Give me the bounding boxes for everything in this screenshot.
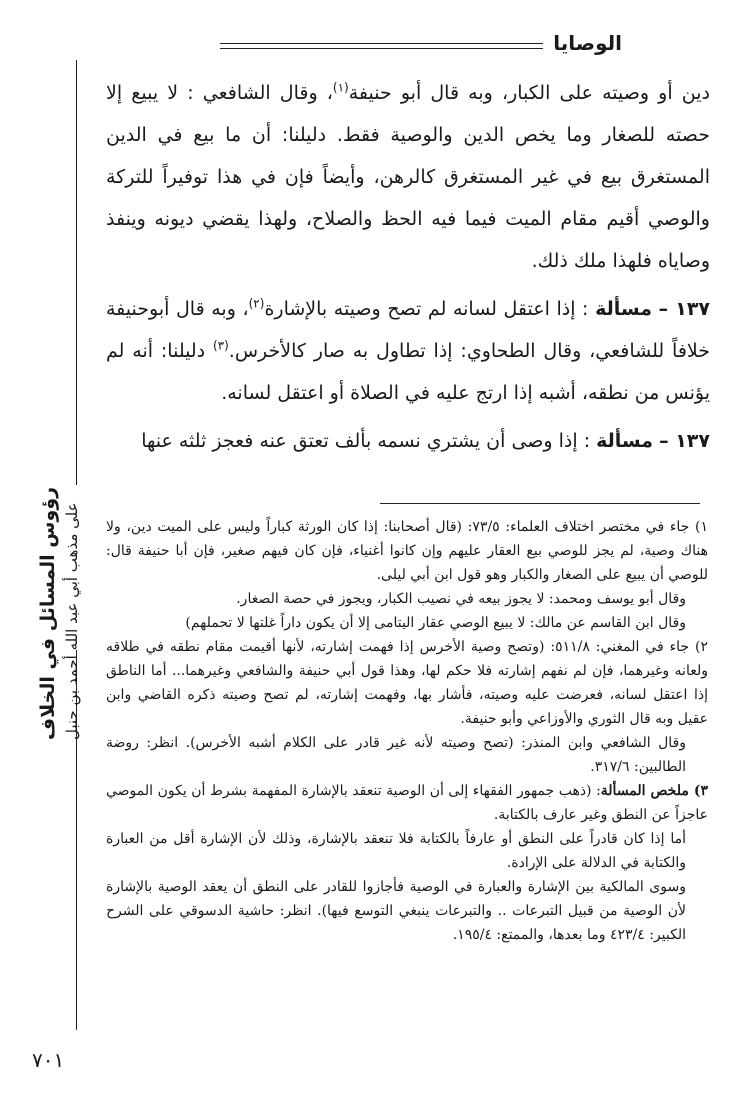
side-running-title (33, 440, 93, 740)
footnote-2: ٢) جاء في المغني: ٥١١/٨: (وتصح وصية الأخرس إذا فهمت إشارته، لأنها أقيمت مقام نطقه في طلاقه ولعانه وغيرهما، فإن لم نفهم إشارته فلا حكم لها، وهذا قول أبي حنيفة والشافعي وغيرهما... أما الناطق إذا اعتقل لسانه، فعرضت عليه وصيته، فأشار بها، وفهمت إشارته، لم تصح وصيته ذكره القاضي وابن عقيل وبه قال الثوري والأوزاعي وأبو حنيفة. (106, 639, 708, 727)
running-header (220, 30, 622, 56)
footnote-marker: (٢) (248, 296, 265, 311)
footnote-1: ١) جاء في مختصر اختلاف العلماء: ٧٣/٥: (قال أصحابنا: إذا كان الورثة كباراً وليس على الميت دين، ولا هناك وصية، لم يجز للوصي بيع العقار عليهم وإن كانوا أغنياء، فإن كان فيهم صغير، فإن أبا حنيفة قال: للوصي أن يبيع على الصغار والكبار وهو قول ابن أبي ليلى. (106, 519, 708, 583)
footnote-separator (380, 503, 700, 504)
footnote-1-continuation: وقال أبو يوسف ومحمد: لا يجوز بيعه في نصيب الكبار، ويجوز في حصة الصغار. (236, 591, 686, 607)
footnote-2-continuation: وقال الشافعي وابن المنذر: (تصح وصيته لأنه غير قادر على الكلام أشبه الأخرس). انظر: روضة الطالبين: ٣١٧/٦. (106, 735, 686, 775)
masala-text: دليلنا: أنه لم يؤنس من نطقه، أشبه إذا ارتج عليه في الصلاة أو اعتقل لسانه. (106, 340, 710, 404)
footnote-3-continuation: أما إذا كان قادراً على النطق أو عارفاً بالكتابة فلا تنعقد بالإشارة، وذلك لأن الإشارة أقل من العبارة والكتابة في الدلالة على الإرادة. (106, 831, 686, 871)
masala-number: ١٣٧ – (658, 298, 711, 320)
footnote-3-text: : (ذهب جمهور الفقهاء إلى أن الوصية تنعقد بالإشارة المفهمة بشرط أن يكون الموصي عاجزاً عن النطق وغير عارف بالكتابة. (106, 783, 708, 823)
header-rule (220, 43, 543, 49)
masala-number: ١٣٧ – (659, 430, 710, 452)
side-rule-top (76, 60, 77, 485)
paragraph (106, 72, 710, 282)
footnote-3-label: ٣) ملخص المسألة (600, 783, 708, 799)
book-subtitle: على مذهب أبي عبد الله أحمد بن حنبل (63, 502, 81, 740)
footnotes (106, 515, 708, 947)
masala-text: : إذا وصى أن يشتري نسمه بألف تعتق عنه فعجز ثلثه عنها (141, 430, 591, 452)
masala-heading: مسألة (595, 298, 652, 320)
masala-paragraph (106, 420, 710, 462)
footnote-marker: (٣) (212, 338, 229, 353)
masala-text: : إذا اعتقل لسانه لم تصح وصيته بالإشارة (264, 298, 589, 320)
paragraph-text: دين أو وصيته على الكبار، وبه قال أبو حنيفة (348, 82, 710, 104)
book-title: رؤوس المسائل في الخلاف (37, 486, 59, 740)
main-text (106, 72, 710, 462)
masala-text: ، وبه قال أبوحنيفة خلافاً للشافعي، وقال الطحاوي: إذا تطاول به صار كالأخرس. (106, 298, 710, 362)
masala-paragraph (106, 288, 710, 414)
paragraph-text: ، وقال الشافعي : لا يبيع إلا حصته للصغار وما يخص الدين والوصية فقط. دليلنا: أن ما بيع في الدين المستغرق بيع في غير المستغرق كالرهن، وأيضاً فإن في هذا توفيراً للتركة والوصي أقيم مقام الميت فيما فيه الحظ والصلاح، ولهذا يقضي ديونه وينفذ وصاياه فلهذا ملك ذلك. (106, 82, 710, 272)
footnote-3 (106, 779, 708, 827)
masala-heading: مسألة (596, 430, 654, 452)
footnote-1-continuation: وقال ابن القاسم عن مالك: لا يبيع الوصي عقار اليتامى إلا أن يكون داراً غلتها لا تحملهم) (185, 615, 686, 631)
footnote-marker: (١) (332, 80, 349, 95)
footnote-3-continuation: وسوى المالكية بين الإشارة والعبارة في الوصية فأجازوا للقادر على النطق أن يعقد الوصية بالإشارة لأن الوصية من قبيل التبرعات .. والتبرعات ينبغي التوسع فيها). انظر: حاشية الدسوقي على الشرح الكبير: ٤٢٣/٤ وما بعدها، والممتع: ١٩٥/٤. (106, 879, 686, 943)
page-number: ٧٠١ (32, 1048, 65, 1072)
chapter-title: الوصايا (553, 31, 622, 55)
